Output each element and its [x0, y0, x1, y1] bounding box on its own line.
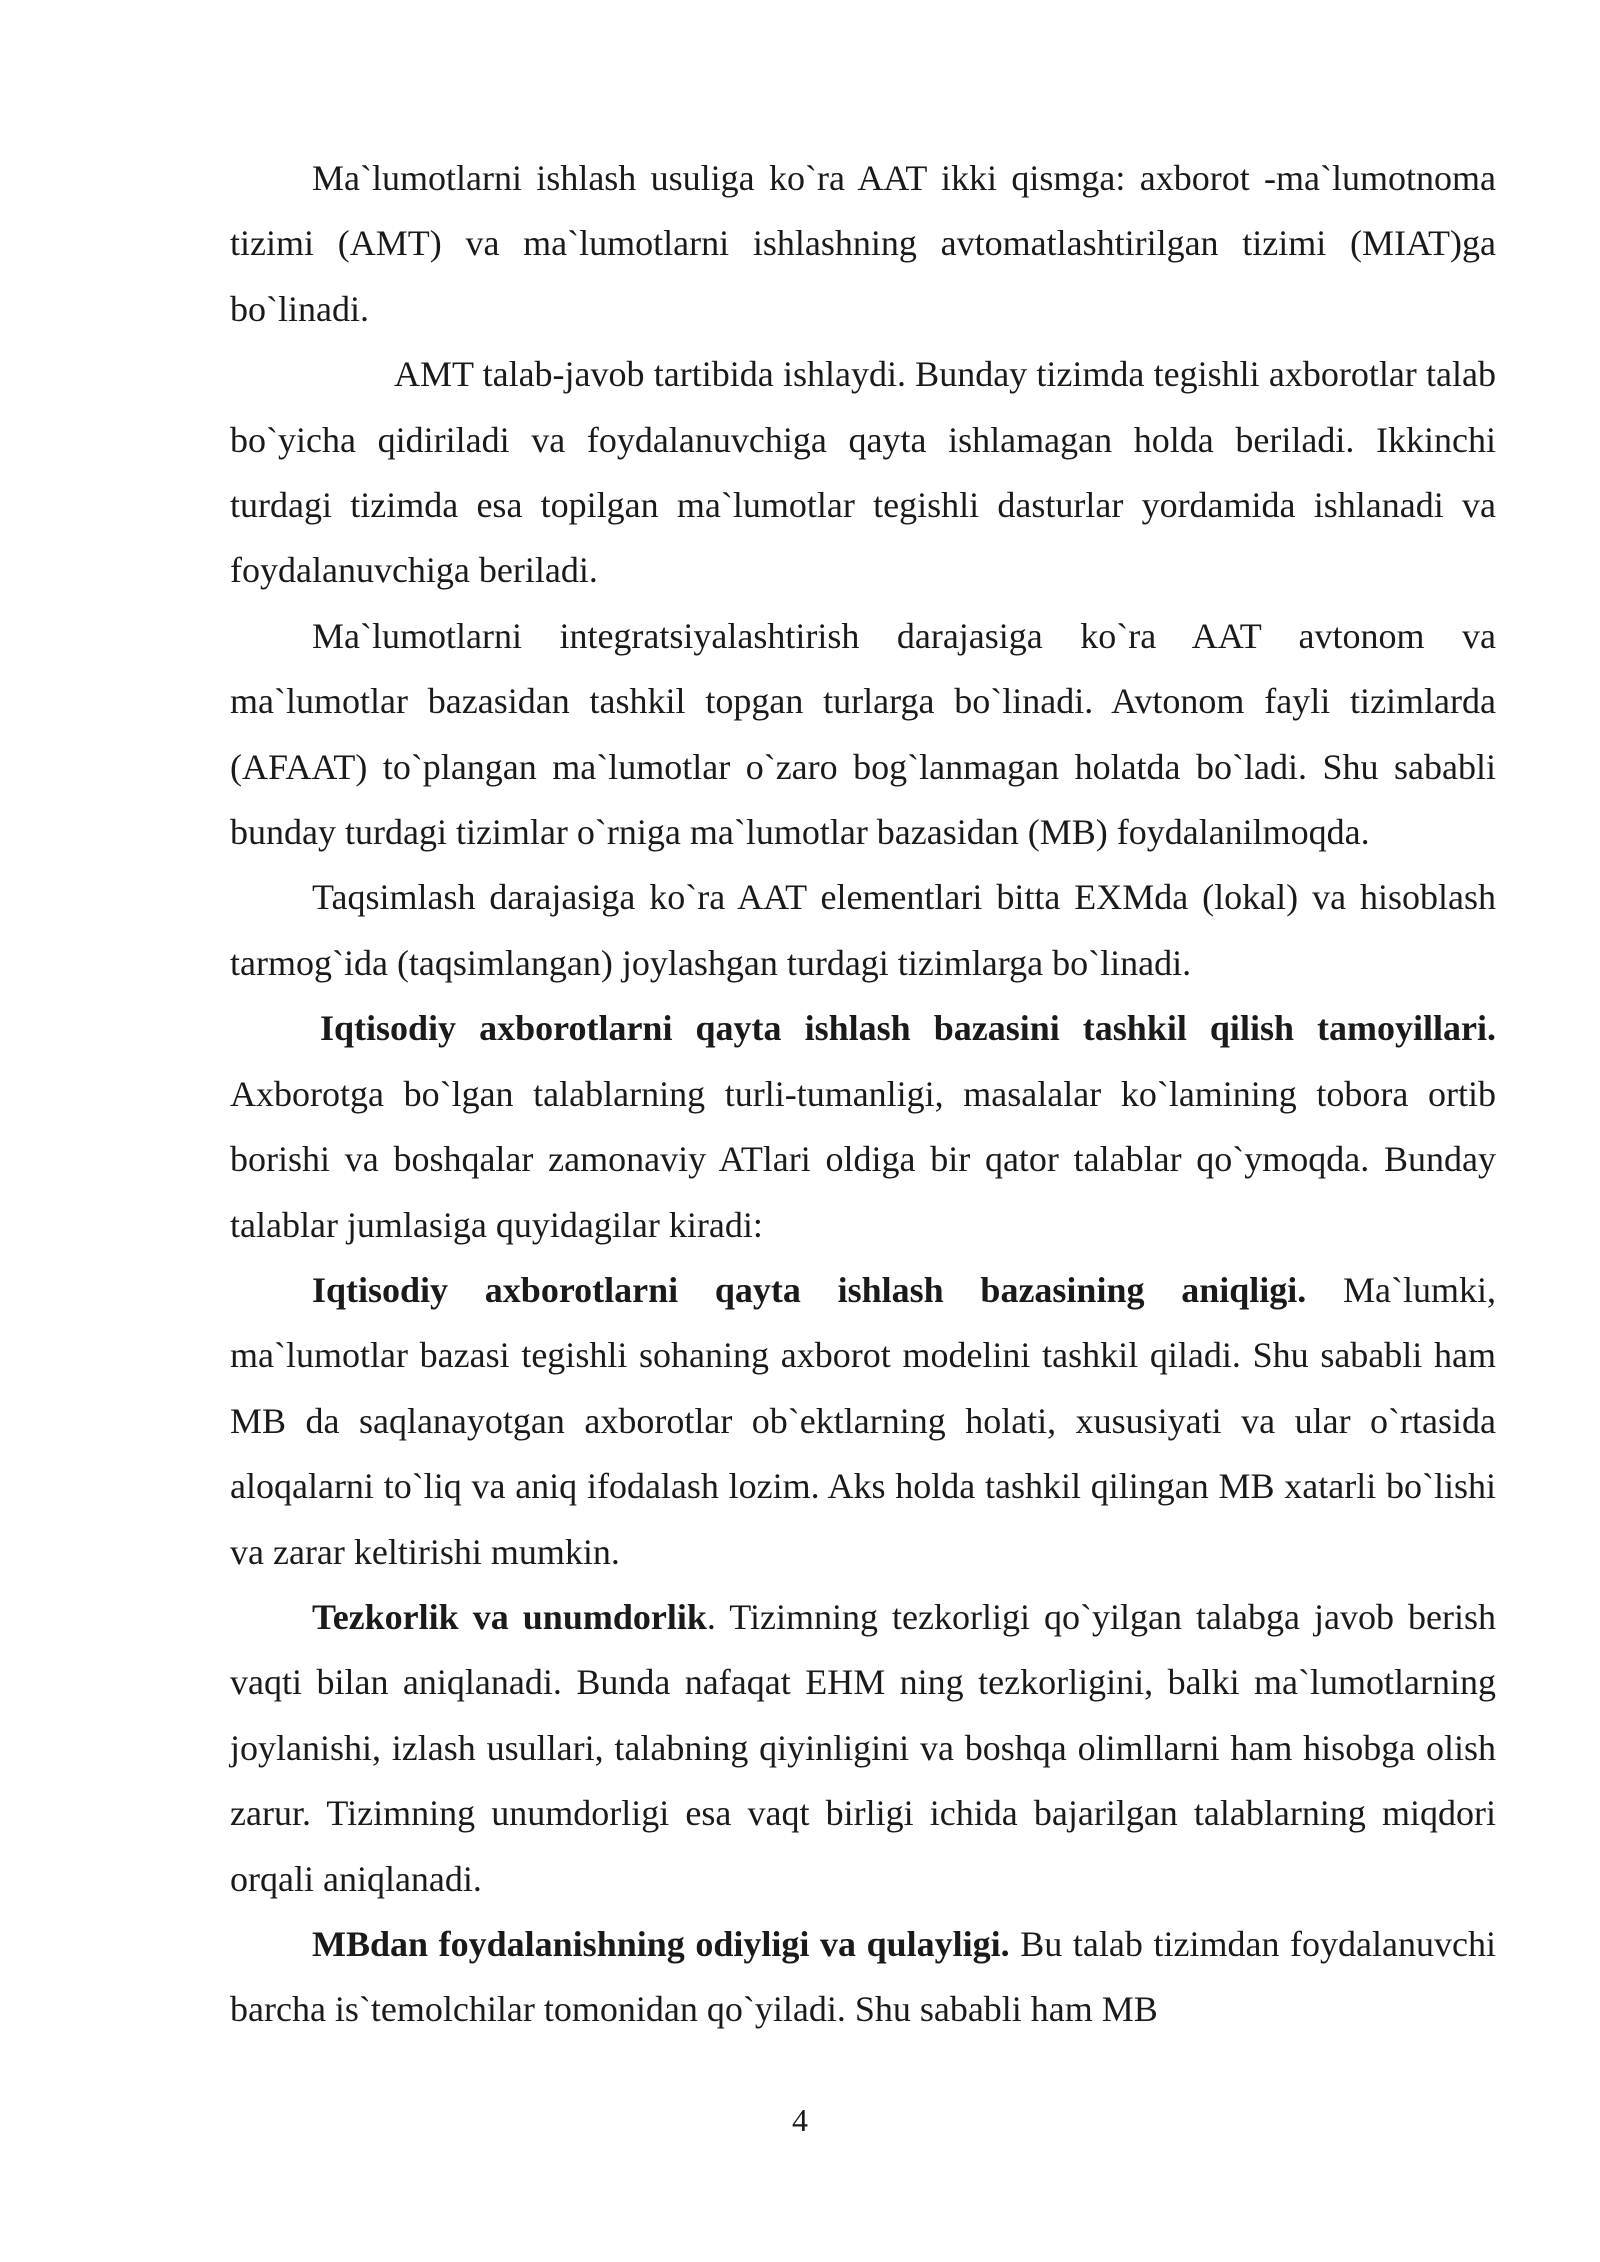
paragraph-principles [230, 996, 1496, 1258]
usability-text: Bu talab tizimdan foydalanuvchi barcha is`temolchilar tomonidan qo`yiladi. Shu sababli ham MB [230, 1923, 1496, 2030]
speed-text: . Tizimning tezkorligi qo`yilgan talabga javob berish vaqti bilan aniqlanadi. Bunda nafaqat EHM ning tezkorligini, balki ma`lumotlarning joylanishi, izlash usullari, talabning qiyinligini va boshqa olimllarni ham hisobga olish zarur. Tizimning unumdorligi esa vaqt birligi ichida bajarilgan talablarning miqdori orqali aniqlanadi. [230, 1596, 1496, 1899]
paragraph-speed [230, 1585, 1496, 1912]
paragraph-amt: AMT talab-javob tartibida ishlaydi. Bunday tizimda tegishli axborotlar talab bo`yicha qidiriladi va foydalanuvchiga qayta ishlamagan holda beriladi. Ikkinchi turdagi tizimda esa topilgan ma`lumotlar tegishli dasturlar yordamida ishlanadi va foydalanuvchiga beriladi. [230, 354, 1496, 591]
paragraph-accuracy [230, 1258, 1496, 1585]
accuracy-heading: Iqtisodiy axborotlarni qayta ishlash bazasining aniqligi. [312, 1269, 1307, 1310]
paragraph-distribution-level: Taqsimlash darajasiga ko`ra AAT elementlari bitta EXMda (lokal) va hisoblash tarmog`ida (taqsimlangan) joylashgan turdagi tizimlarga bo`linadi. [230, 877, 1496, 983]
paragraph-usability [230, 1912, 1496, 2043]
usability-heading: MBdan foydalanishning odiyligi va qulayligi. [312, 1923, 1010, 1964]
accuracy-text: Ma`lumki, ma`lumotlar bazasi tegishli sohaning axborot modelini tashkil qiladi. Shu sababli ham MB da saqlanayotgan axborotlar ob`ektlarning holati, xususiyati va ular o`rtasida aloqalarni to`liq va aniq ifodalash lozim. Aks holda tashkil qilingan MB xatarli bo`lishi va zarar keltirishi mumkin. [230, 1269, 1496, 1572]
page-number: 4 [792, 2102, 808, 2138]
principles-text: Axborotga bo`lgan talablarning turli-tumanligi, masalalar ko`lamining tobora ortib borishi va boshqalar zamonaviy ATlari oldiga bir qator talablar qo`ymoqda. Bunday talablar jumlasiga quyidagilar kiradi: [230, 1073, 1496, 1245]
speed-heading: Tezkorlik va unumdorlik [312, 1596, 707, 1637]
principles-heading: Iqtisodiy axborotlarni qayta ishlash bazasini tashkil qilish tamoyillari. [320, 1008, 1496, 1049]
paragraph-integration-level: Ma`lumotlarni integratsiyalashtirish darajasiga ko`ra AAT avtonom va ma`lumotlar bazasidan tashkil topgan turlarga bo`linadi. Avtonom fayli tizimlarda (AFAAT) to`plangan ma`lumotlar o`zaro bog`lanmagan holatda bo`ladi. Shu sababli bunday turdagi tizimlar o`rniga ma`lumotlar bazasidan (MB) foydalanilmoqda. [230, 615, 1496, 853]
paragraph-processing-method: Ma`lumotlarni ishlash usuliga ko`ra AAT ikki qismga: axborot -ma`lumotnoma tizimi (AMT) va ma`lumotlarni ishlashning avtomatlashtirilgan tizimi (MIAT)ga bo`linadi. [230, 158, 1496, 329]
page-body [230, 146, 1496, 2043]
